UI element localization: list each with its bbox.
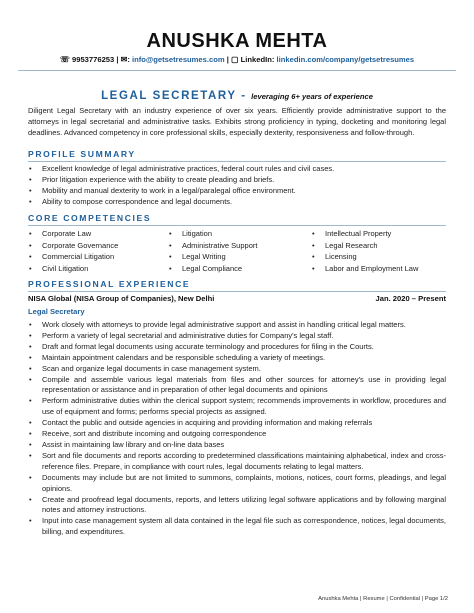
linkedin-icon: ▢ <box>230 55 239 64</box>
list-item: • Maintain appointment calendars and be responsible scheduling a variety of meetings. <box>28 353 446 364</box>
phone-icon: ☏ <box>59 55 70 64</box>
target-role: LEGAL SECRETARY - <box>101 90 247 102</box>
list-item: • Commercial Litigation <box>28 251 168 263</box>
email-link[interactable]: info@getsetresumes.com <box>131 55 225 64</box>
list-item: • Legal Research <box>311 240 451 252</box>
list-item: • Documents may include but are not limited to summons, complaints, motions, notices, court forms, pleadings, and legal opinions. <box>28 473 446 495</box>
list-item: • Corporate Law <box>28 228 168 240</box>
role-tagline: leveraging 6+ years of experience <box>251 92 373 101</box>
list-item: • Scan and organize legal documents in case management system. <box>28 364 446 375</box>
list-item: • Excellent knowledge of legal administrative practices, federal court rules and civil cases. <box>28 164 446 175</box>
list-item: • Perform administrative duties within the clerical support system; recommends improvements in workflow, procedures and use of equipment and forms; performs special projects as assigned. <box>28 396 446 418</box>
employer-row <box>28 294 446 303</box>
position-title: Legal Secretary <box>28 307 85 316</box>
list-item: • Work closely with attorneys to provide legal administrative support and assist in handling critical legal matters. <box>28 320 446 331</box>
list-item: • Perform a variety of legal secretarial and administrative duties for Company's legal staff. <box>28 331 446 342</box>
list-item: • Civil Litigation <box>28 263 168 275</box>
list-item: • Litigation <box>168 228 308 240</box>
list-item: • Assist in maintaining law library and on-line data bases <box>28 440 446 451</box>
list-item: • Administrative Support <box>168 240 308 252</box>
competency-column-3 <box>311 228 451 274</box>
list-item: • Corporate Governance <box>28 240 168 252</box>
list-item: • Labor and Employment Law <box>311 263 451 275</box>
page-footer: Anushka Mehta | Resume | Confidential | Page 1/2 <box>318 596 448 602</box>
list-item: • Create and proofread legal documents, reports, and letters utilizing legal software applications and by following marginal notes and attorney instructions. <box>28 495 446 517</box>
header-divider <box>18 70 456 71</box>
candidate-name: ANUSHKA MEHTA <box>146 30 328 52</box>
contact-separator: | <box>226 55 229 64</box>
phone-number: 9953776253 <box>72 55 115 64</box>
summary-paragraph: Diligent Legal Secretary with an industry experience of over six years. Efficiently provide administrative support to the attorneys in legal secretarial and administrative tasks. Exhibits strong proficiency in typing, docketing and monitoring legal deadlines. Advanced competency in core professional skills, especially dexterity, responsiveness and follow-through. <box>28 106 446 137</box>
profile-summary-list <box>28 164 446 208</box>
list-item: • Draft and format legal documents using accurate terminology and procedures for filing in the Courts. <box>28 342 446 353</box>
employment-dates: Jan. 2020 – Present <box>375 294 446 303</box>
section-heading-core-competencies: CORE COMPETENCIES <box>28 213 446 226</box>
job-title-banner <box>0 86 474 104</box>
experience-list <box>28 320 446 538</box>
list-item: • Sort and file documents and reports according to predetermined classifications maintaining alphabetical, index and cross-reference files. Prepare, in compliance with court rules, legal documents relating to legal matters. <box>28 451 446 473</box>
competency-column-1 <box>28 228 168 274</box>
list-item: • Intellectual Property <box>311 228 451 240</box>
linkedin-label: LinkedIn: <box>240 55 275 64</box>
list-item: • Licensing <box>311 251 451 263</box>
contact-line: ☏ 9953776253 | ✉: info@getsetresumes.com | ▢ LinkedIn: linkedin.com/company/getsetresumes <box>59 55 415 64</box>
list-item: • Ability to compose correspondence and legal documents. <box>28 197 446 208</box>
list-item: • Contact the public and outside agencies in acquiring and providing information and making referrals <box>28 418 446 429</box>
email-icon: ✉ <box>120 55 128 64</box>
competency-column-2 <box>168 228 308 274</box>
list-item: • Receive, sort and distribute incoming and outgoing correspondence <box>28 429 446 440</box>
list-item: • Prior litigation experience with the ability to create pleading and briefs. <box>28 175 446 186</box>
list-item: • Compile and assemble various legal materials from files and other sources for attorney's use in providing legal representation or assistance and in preparation of other legal documents and opinions <box>28 375 446 397</box>
list-item: • Legal Compliance <box>168 263 308 275</box>
linkedin-link[interactable]: linkedin.com/company/getsetresumes <box>276 55 415 64</box>
employer-name: NISA Global (NISA Group of Companies), New Delhi <box>28 294 215 303</box>
list-item: • Legal Writing <box>168 251 308 263</box>
list-item: • Mobility and manual dexterity to work in a legal/paralegal office environment. <box>28 186 446 197</box>
contact-separator: | <box>116 55 119 64</box>
list-item: • Input into case management system all data contained in the legal file such as correspondence, notices, legal documents, billing, and expenditures. <box>28 516 446 538</box>
section-heading-profile-summary: PROFILE SUMMARY <box>28 149 446 162</box>
section-heading-professional-experience: PROFESSIONAL EXPERIENCE <box>28 279 446 292</box>
